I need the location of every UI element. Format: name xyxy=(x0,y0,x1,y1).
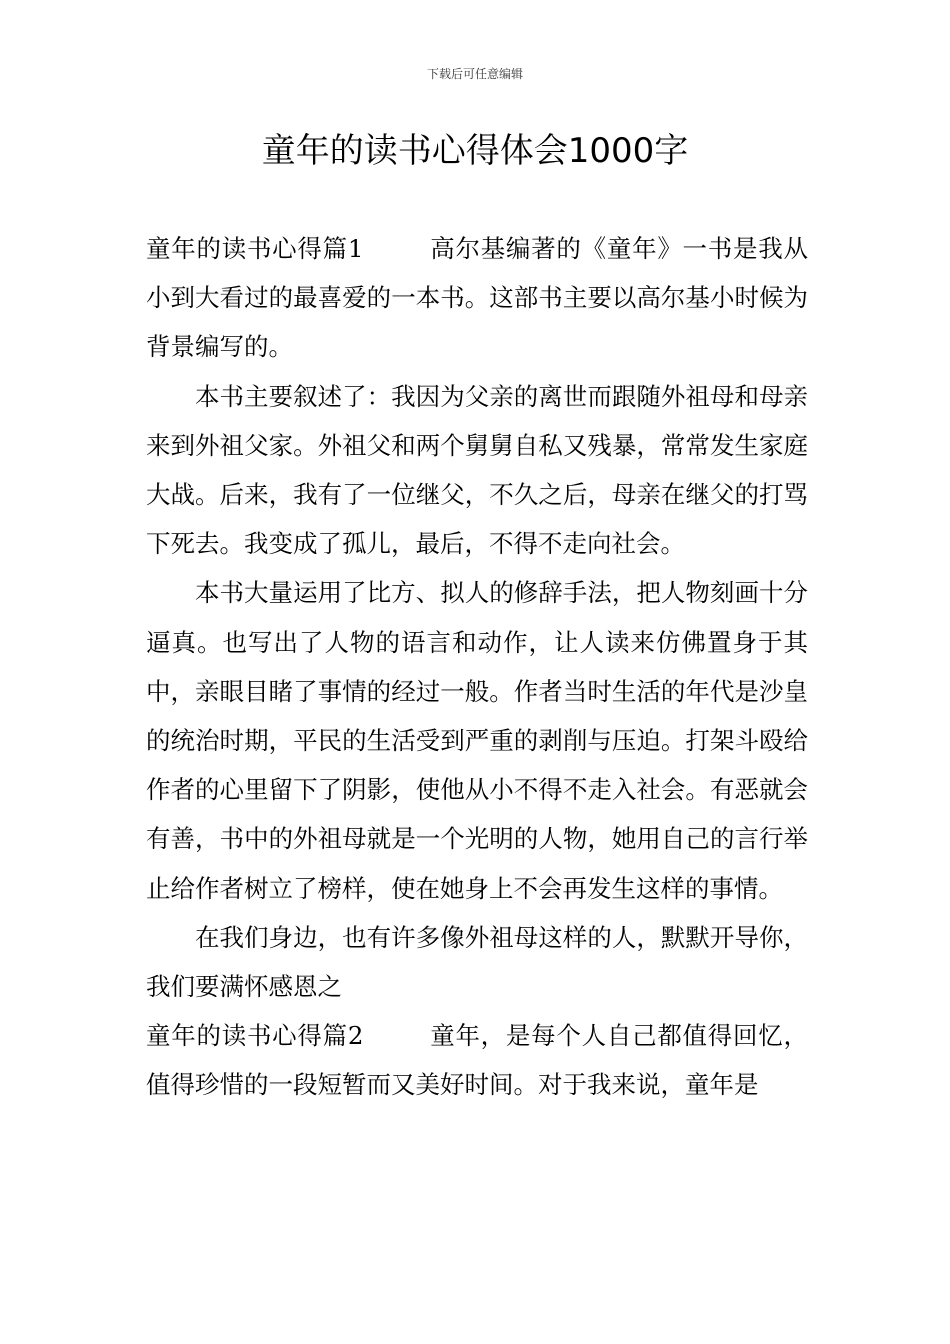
paragraph-1-text: 高尔基编著的《童年》一书是我从小到大看过的最喜爱的一本书。这部书主要以高尔基小时候为背景编写的。 xyxy=(146,234,808,362)
paragraph-5-text: 童年，是每个人自己都值得回忆，值得珍惜的一段短暂而又美好时间。对于我来说，童年是 xyxy=(146,1021,808,1100)
paragraph-5 xyxy=(146,1011,808,1109)
header-note: 下载后可任意编辑 xyxy=(426,67,523,81)
document-body xyxy=(146,224,808,1110)
paragraph-2: 本书主要叙述了：我因为父亲的离世而跟随外祖母和母亲来到外祖父家。外祖父和两个舅舅自私又残暴，常常发生家庭大战。后来，我有了一位继父，不久之后，母亲在继父的打骂下死去。我变成了孤儿，最后，不得不走向社会。 xyxy=(146,381,808,559)
page-title: 童年的读书心得体会1000字 xyxy=(261,131,689,171)
section-heading-1: 童年的读书心得篇1 xyxy=(146,234,364,263)
paragraph-1 xyxy=(146,224,808,372)
section-heading-2: 童年的读书心得篇2 xyxy=(146,1021,364,1051)
paragraph-4: 在我们身边，也有许多像外祖母这样的人，默默开导你，我们要满怀感恩之 xyxy=(146,922,808,1002)
paragraph-3: 本书大量运用了比方、拟人的修辞手法，把人物刻画十分逼真。也写出了人物的语言和动作，让人读来仿佛置身于其中，亲眼目睹了事情的经过一般。作者当时生活的年代是沙皇的统治时期，平民的生活受到严重的剥削与压迫。打架斗殴给作者的心里留下了阴影，使他从小不得不走入社会。有恶就会有善，书中的外祖母就是一个光明的人物，她用自己的言行举止给作者树立了榜样，使在她身上不会再发生这样的事情。 xyxy=(146,578,808,903)
